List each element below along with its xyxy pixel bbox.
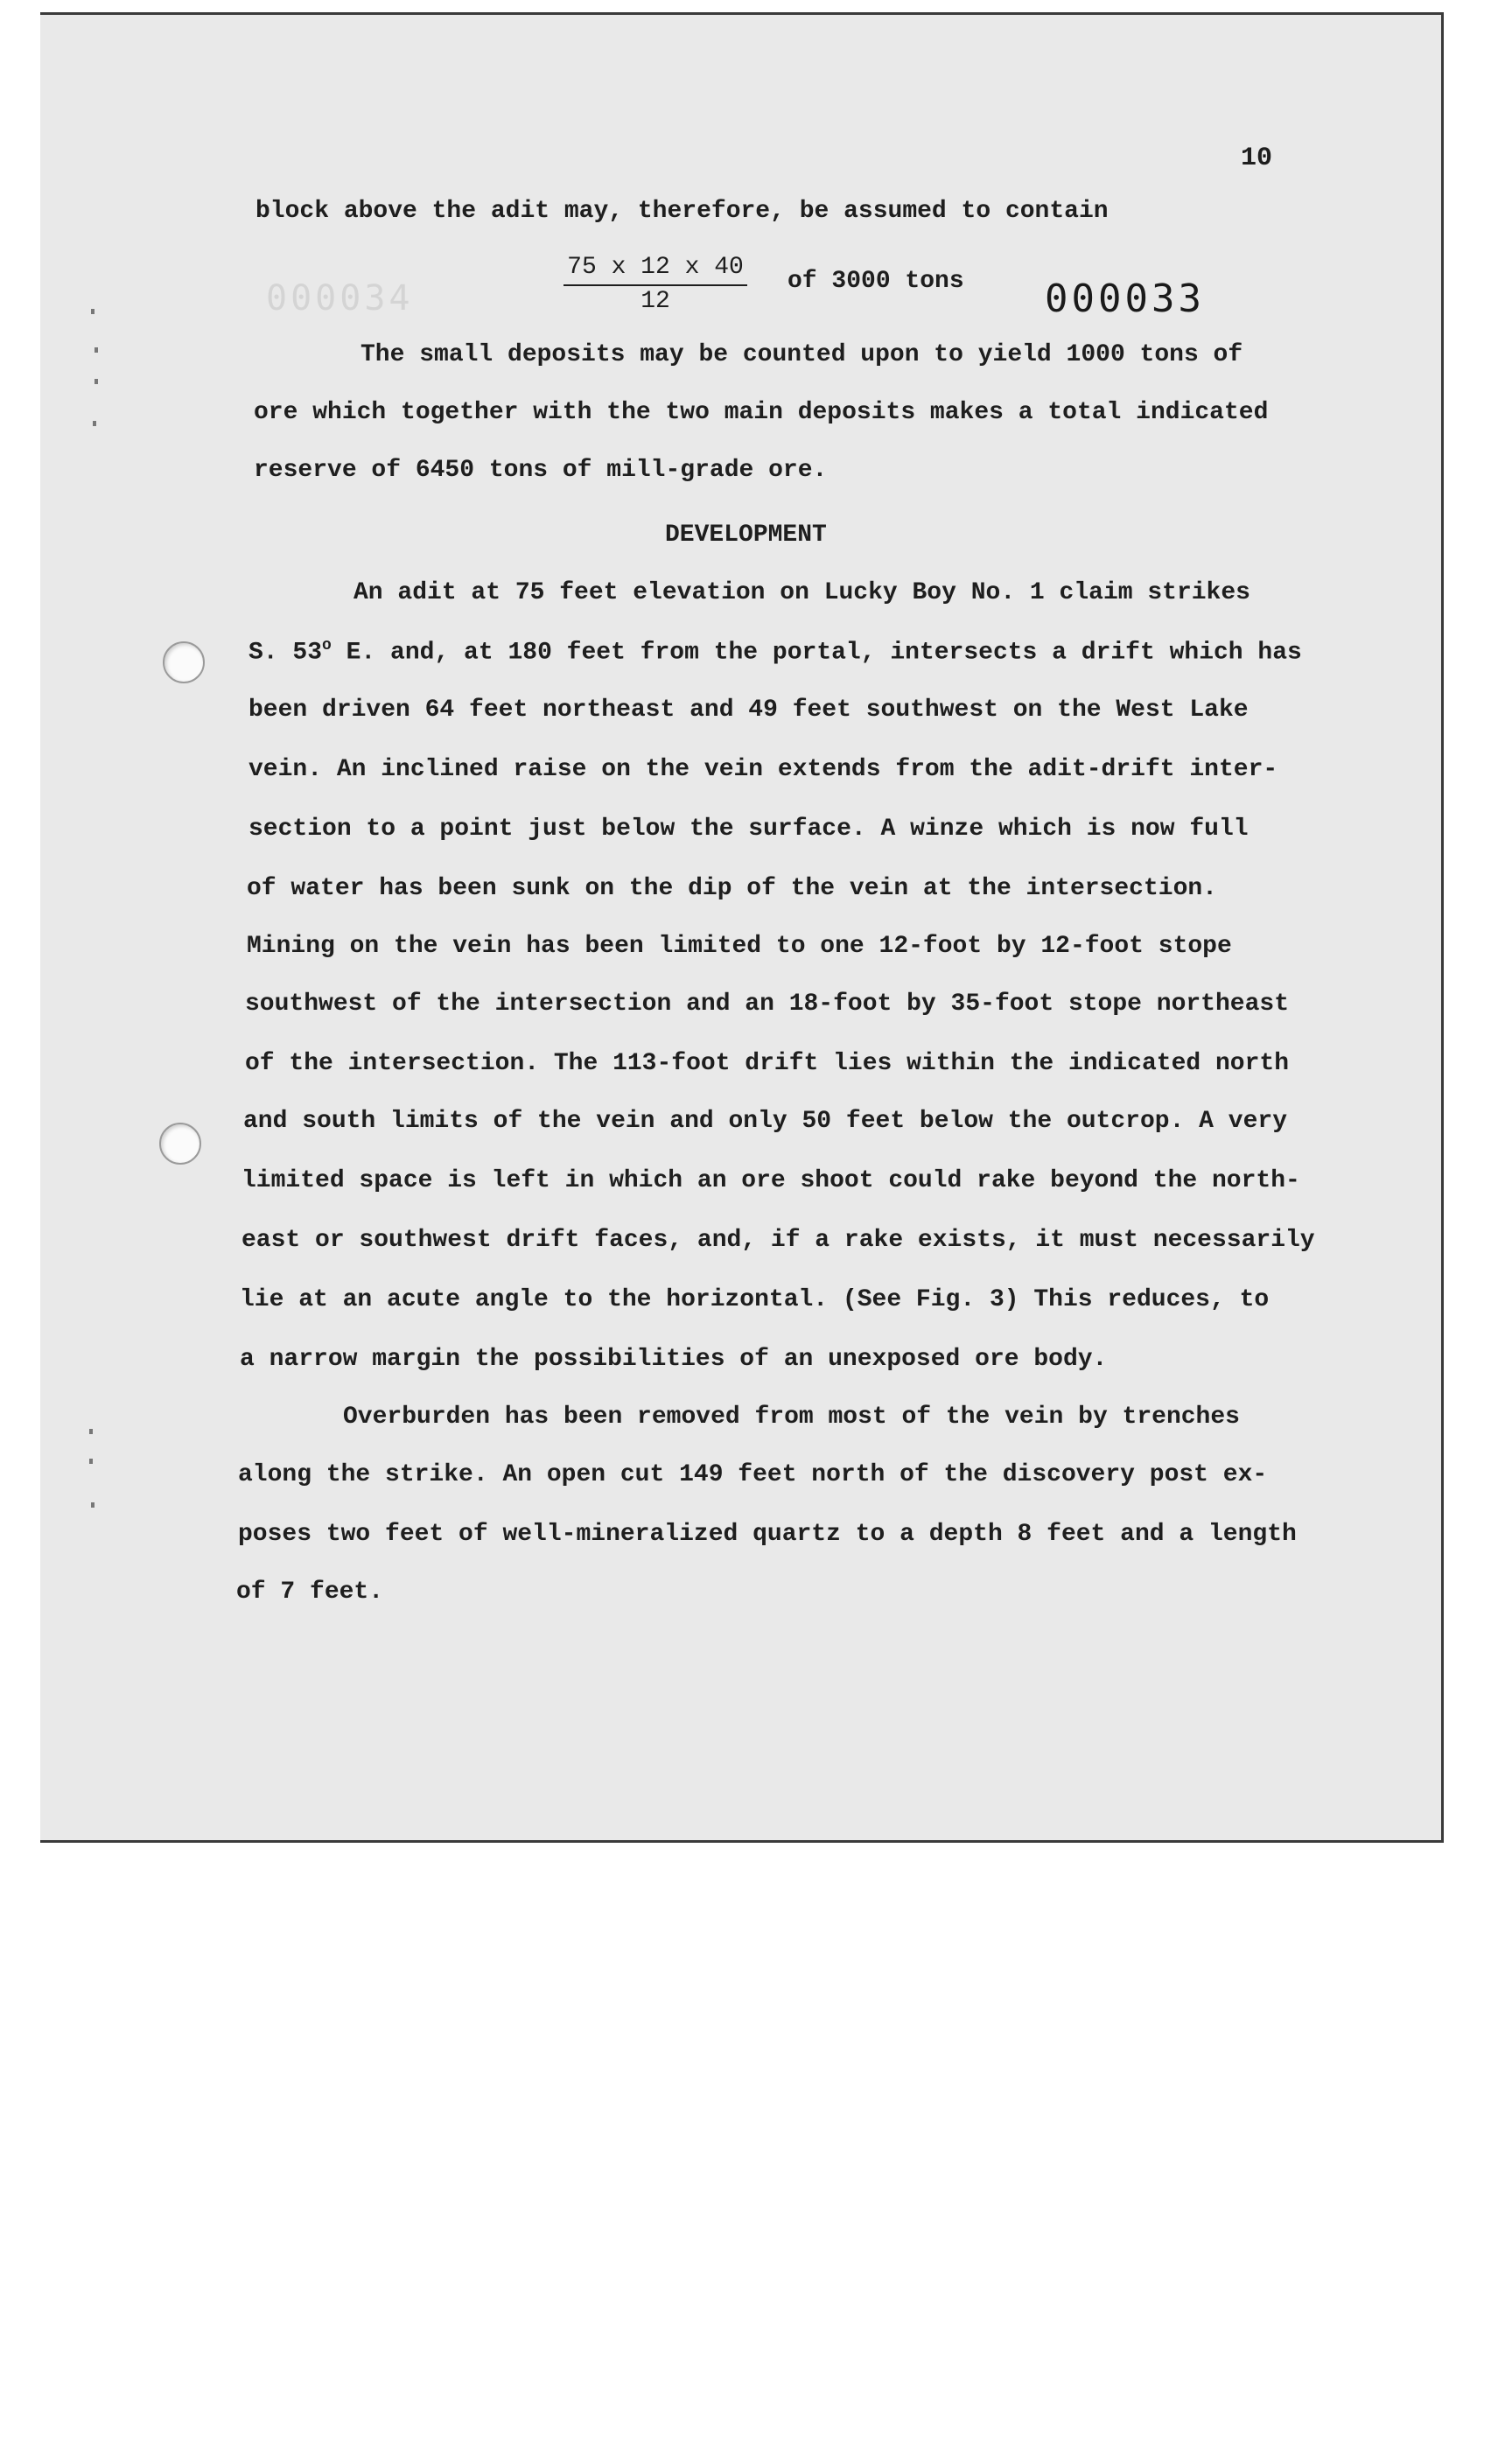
scan-mark	[93, 421, 96, 426]
section-heading: DEVELOPMENT	[665, 522, 827, 549]
development-line: east or southwest drift faces, and, if a rake exists, it must necessarily	[242, 1227, 1315, 1254]
reserve-line-3: reserve of 6450 tons of mill-grade ore.	[254, 457, 828, 484]
fraction-denominator: 12	[640, 288, 670, 315]
bearing-text: S. 53	[248, 639, 323, 667]
development-line: limited space is left in which an ore shoot could rake beyond the north-	[242, 1167, 1300, 1194]
development-line-1: An adit at 75 feet elevation on Lucky Boy No. 1 claim strikes	[354, 579, 1250, 606]
reserve-line-2: ore which together with the two main deposits makes a total indicated	[254, 399, 1269, 426]
scan-mark	[89, 1429, 93, 1434]
scan-mark	[94, 379, 98, 384]
development-line-2	[248, 637, 1302, 666]
development-line: of water has been sunk on the dip of the vein at the intersection.	[247, 875, 1217, 902]
punch-hole-top	[163, 641, 205, 683]
overburden-line-3: poses two feet of well-mineralized quartz to a depth 8 feet and a length	[238, 1521, 1297, 1548]
page-number: 10	[1241, 144, 1273, 173]
overburden-line-4: of 7 feet.	[236, 1578, 384, 1606]
development-line: Mining on the vein has been limited to one 12-foot by 12-foot stope	[247, 933, 1232, 960]
scan-mark	[91, 309, 94, 314]
development-line: of the intersection. The 113-foot drift lies within the indicated north	[245, 1050, 1289, 1077]
scan-mark	[91, 1502, 94, 1508]
scan-mark	[89, 1459, 93, 1464]
degree-symbol: o	[322, 637, 332, 654]
punch-hole-bottom	[159, 1123, 201, 1165]
fraction-suffix: of 3000 tons	[788, 268, 964, 295]
intro-line: block above the adit may, therefore, be assumed to contain	[256, 198, 1109, 225]
reserve-line-1: The small deposits may be counted upon to yield 1000 tons of	[360, 341, 1243, 368]
development-line: section to a point just below the surface. A winze which is now full	[248, 816, 1249, 843]
development-line: and south limits of the vein and only 50 feet below the outcrop. A very	[243, 1108, 1287, 1135]
fraction-numerator: 75 x 12 x 40	[564, 254, 747, 286]
development-line: lie at an acute angle to the horizontal. (See Fig. 3) This reduces, to	[240, 1286, 1270, 1313]
development-line-2-rest: E. and, at 180 feet from the portal, intersects a drift which has	[331, 639, 1302, 667]
document-stamp: 000033	[1045, 276, 1205, 321]
development-line: been driven 64 feet northeast and 49 feet southwest on the West Lake	[248, 696, 1249, 724]
development-line: southwest of the intersection and an 18-foot by 35-foot stope northeast	[245, 990, 1289, 1018]
development-line: vein. An inclined raise on the vein extends from the adit-drift inter-	[248, 756, 1278, 783]
tonnage-fraction	[564, 254, 747, 315]
overburden-line-2: along the strike. An open cut 149 feet north of the discovery post ex-	[238, 1461, 1268, 1488]
overburden-line-1: Overburden has been removed from most of the vein by trenches	[343, 1404, 1240, 1431]
bleed-through-stamp: 000034	[266, 278, 414, 318]
development-line: a narrow margin the possibilities of an unexposed ore body.	[240, 1346, 1108, 1373]
scan-mark	[94, 347, 98, 353]
